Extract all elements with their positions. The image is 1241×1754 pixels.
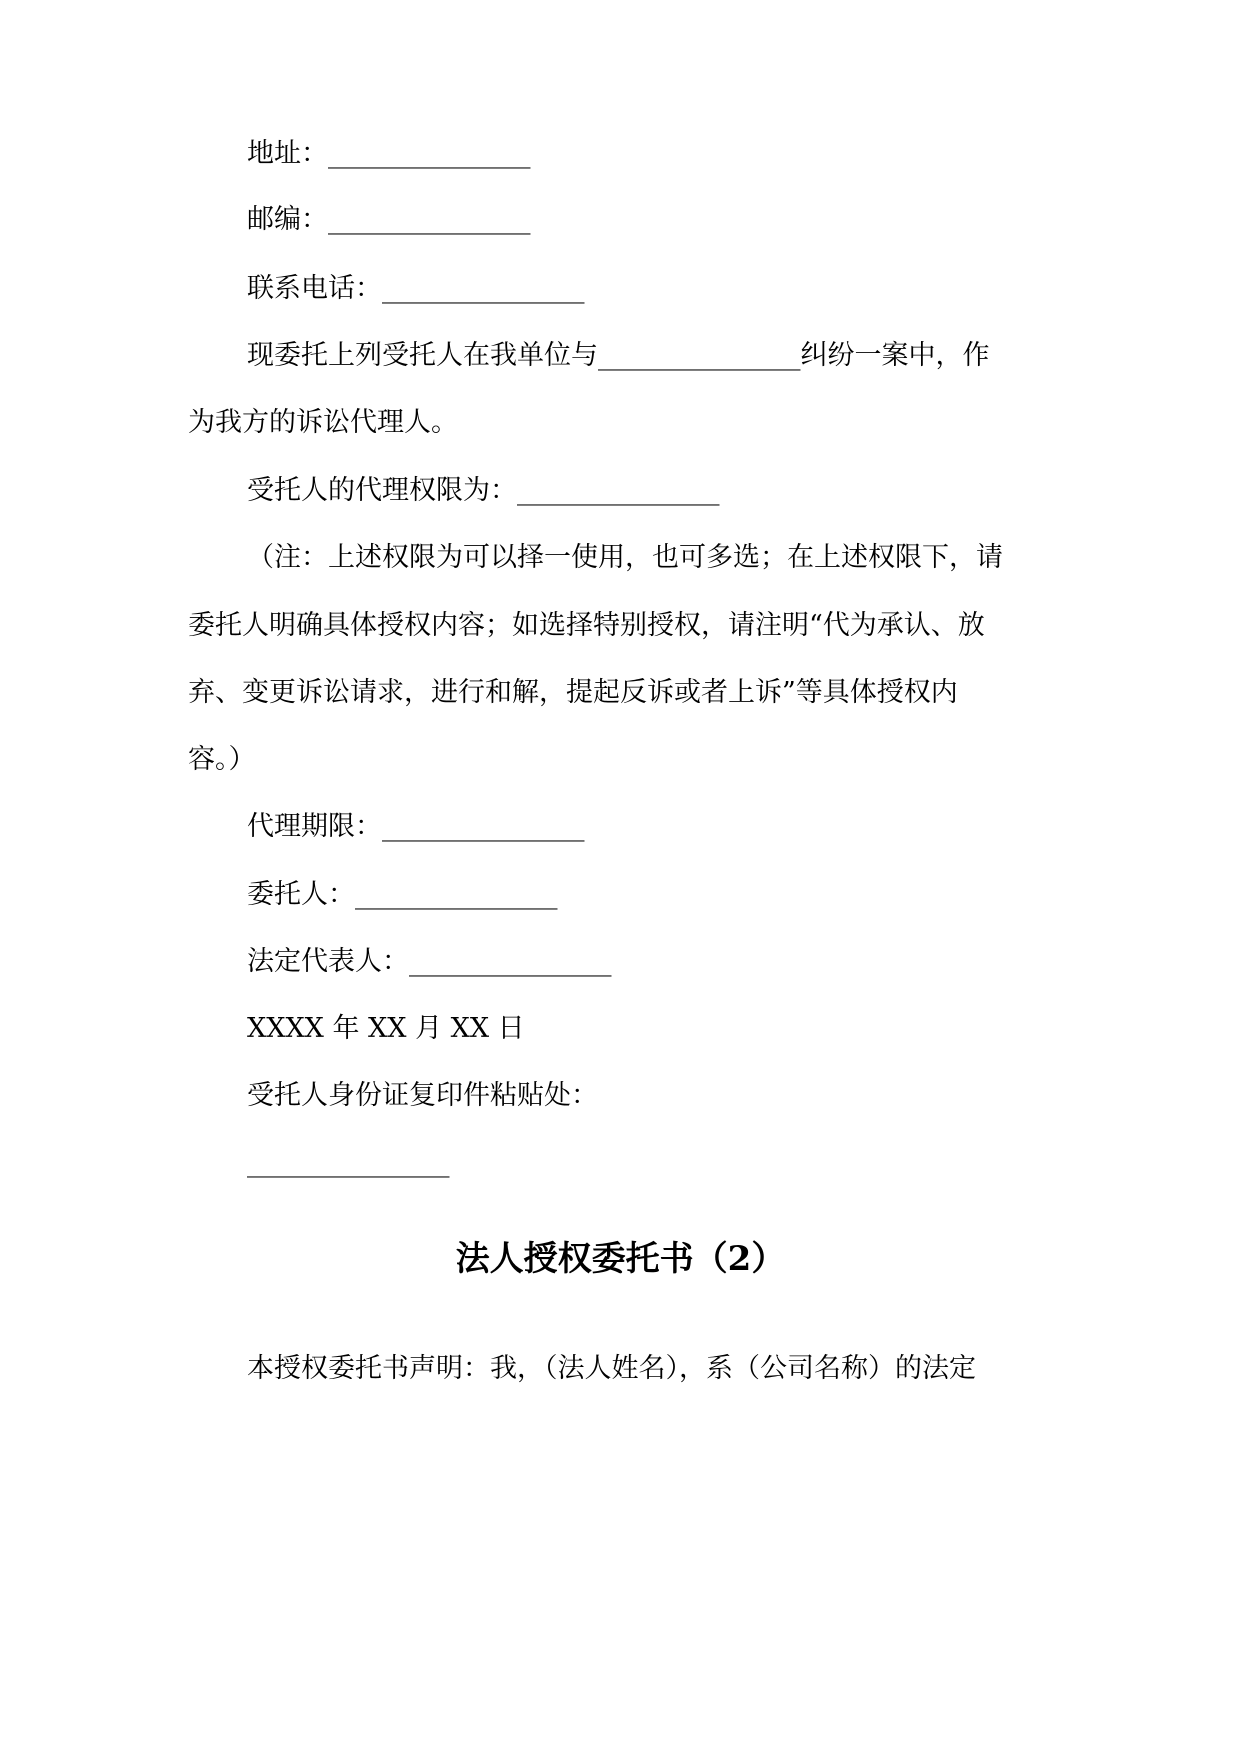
authority-line: 受托人的代理权限为：_______________ bbox=[247, 475, 720, 506]
entrust-line-2: 为我方的诉讼代理人。 bbox=[188, 407, 458, 438]
legal-rep-line: 法定代表人：_______________ bbox=[247, 946, 612, 977]
id-copy-line: 受托人身份证复印件粘贴处： bbox=[247, 1080, 598, 1111]
id-copy-blank: _______________ bbox=[247, 1147, 450, 1178]
phone-line: 联系电话：_______________ bbox=[247, 273, 585, 304]
section-heading: 法人授权委托书（2） bbox=[455, 1239, 786, 1279]
principal-line: 委托人：_______________ bbox=[247, 879, 558, 910]
term-line: 代理期限：_______________ bbox=[247, 811, 585, 842]
note-line-4: 容。） bbox=[188, 744, 256, 775]
note-line-1: （注：上述权限为可以择一使用，也可多选；在上述权限下，请 bbox=[247, 542, 1003, 573]
note-line-2: 委托人明确具体授权内容；如选择特别授权，请注明“代为承认、放 bbox=[188, 610, 985, 641]
note-line-3: 弃、变更诉讼请求，进行和解，提起反诉或者上诉”等具体授权内 bbox=[188, 677, 958, 708]
entrust-line-1: 现委托上列受托人在我单位与_______________纠纷一案中，作 bbox=[247, 340, 990, 371]
address-line: 地址：_______________ bbox=[247, 138, 531, 169]
statement-line-1: 本授权委托书声明：我，（法人姓名），系（公司名称）的法定 bbox=[247, 1353, 976, 1384]
postcode-line: 邮编：_______________ bbox=[247, 204, 531, 235]
date-line: XXXX 年 XX 月 XX 日 bbox=[247, 1013, 525, 1044]
